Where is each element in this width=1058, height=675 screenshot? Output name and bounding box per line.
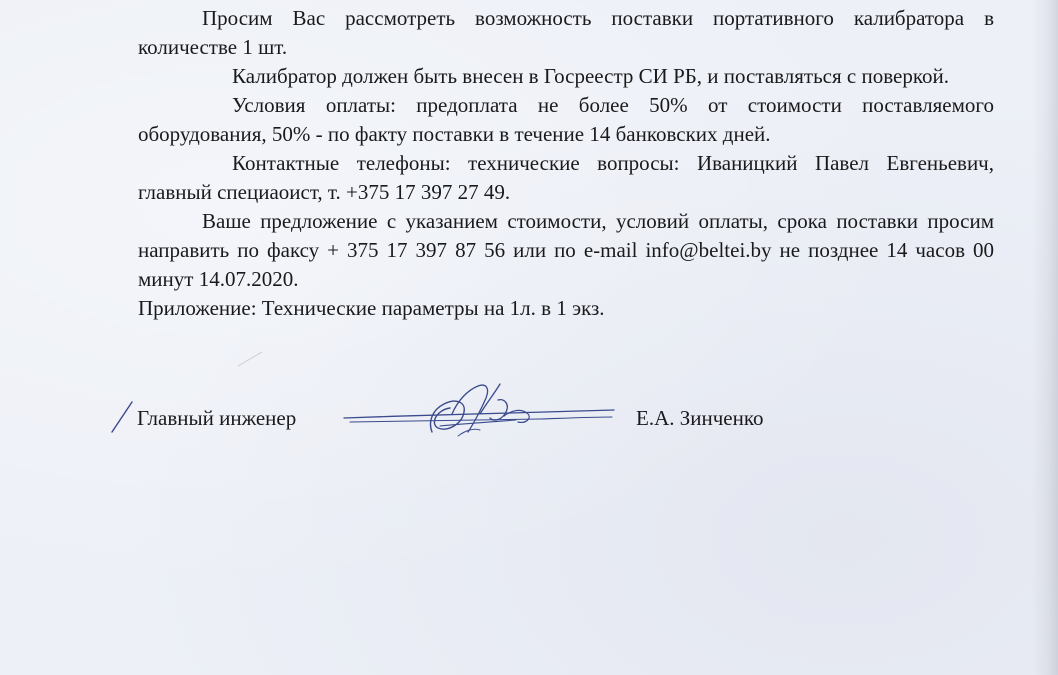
paragraph-contacts: Контактные телефоны: технические вопросы: Иваницкий Павел Евгеньевич, главный специаоист, т. +375 17 397 27 49. (138, 151, 994, 204)
margin-pen-stroke (108, 396, 138, 436)
signature-block (0, 392, 1058, 452)
paragraph-request: Просим Вас рассмотреть возможность поставки портативного калибратора в количестве 1 шт. (138, 6, 994, 59)
paragraph-payment-terms: Условия оплаты: предоплата не более 50% от стоимости поставляемого оборудования, 50% - по факту поставки в течение 14 банковских дней. (138, 93, 994, 146)
signatory-title: Главный инженер (137, 406, 297, 430)
faint-pencil-mark (236, 348, 266, 368)
letter-body (138, 4, 994, 323)
signatory-name: Е.А. Зинченко (636, 406, 764, 430)
paragraph-offer-instructions: Ваше предложение с указанием стоимости, условий оплаты, срока поставки просим направить по факсу + 375 17 397 87 56 или по e-mail info@beltei.by не позднее 14 часов 00 минут 14.07.2020. (138, 209, 994, 291)
paragraph-registry: Калибратор должен быть внесен в Госреестр СИ РБ, и поставляться с поверкой. (232, 64, 949, 88)
paragraph-attachment: Приложение: Технические параметры на 1л. в 1 экз. (138, 296, 605, 320)
paper-edge-shadow (1032, 0, 1058, 675)
handwritten-signature (340, 370, 618, 450)
